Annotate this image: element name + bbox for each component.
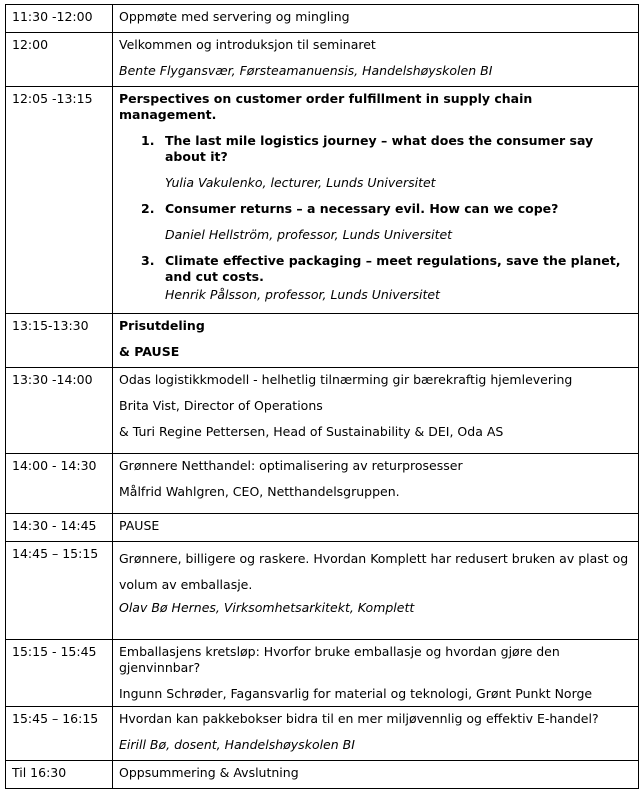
- table-row: [6, 314, 639, 368]
- item-title: Grønnere Netthandel: optimalisering av returprosesser: [119, 458, 463, 473]
- item-title: Odas logistikkmodell - helhetlig tilnærming gir bærekraftig hjemlevering: [119, 372, 573, 387]
- item-title: Velkommen og introduksjon til seminaret: [119, 37, 376, 52]
- item-title: Oppmøte med servering og mingling: [119, 9, 350, 24]
- talk-title: The last mile logistics journey – what does the consumer say about it?: [165, 133, 594, 164]
- table-row: [6, 33, 639, 87]
- talk-number: 3.: [141, 253, 155, 268]
- session-heading: Perspectives on customer order fulfillment in supply chain management.: [119, 91, 533, 122]
- time-cell: 12:05 -13:15: [6, 87, 113, 314]
- time-cell: 13:30 -14:00: [6, 368, 113, 454]
- content-cell: [113, 33, 639, 87]
- talk-title: Consumer returns – a necessary evil. How can we cope?: [165, 201, 559, 216]
- talk-number: 2.: [141, 201, 155, 216]
- content-cell: [113, 514, 639, 542]
- speaker: Bente Flygansvær, Førsteamanuensis, Handelshøyskolen BI: [119, 63, 493, 78]
- content-cell: [113, 5, 639, 33]
- speaker: Målfrid Wahlgren, CEO, Netthandelsgruppen.: [119, 484, 400, 499]
- time-cell: 14:30 - 14:45: [6, 514, 113, 542]
- speaker: Daniel Hellström, professor, Lunds Universitet: [165, 227, 453, 242]
- time-cell: 14:45 – 15:15: [6, 542, 113, 640]
- table-row: [6, 707, 639, 761]
- speaker: & Turi Regine Pettersen, Head of Sustainability & DEI, Oda AS: [119, 424, 504, 439]
- agenda-table: [5, 4, 639, 789]
- table-row: [6, 5, 639, 33]
- time-cell: 11:30 -12:00: [6, 5, 113, 33]
- item-title: Oppsummering & Avslutning: [119, 765, 299, 780]
- item-title: Hvordan kan pakkebokser bidra til en mer miljøvennlig og effektiv E-handel?: [119, 711, 599, 726]
- talk-number: 1.: [141, 133, 155, 148]
- talk-title: Climate effective packaging – meet regulations, save the planet, and cut costs.: [165, 253, 621, 284]
- item-subtitle: & PAUSE: [119, 344, 180, 359]
- item-title: Emballasjens kretsløp: Hvorfor bruke emballasje og hvordan gjøre den gjenvinnbar?: [119, 644, 560, 675]
- content-cell: [113, 368, 639, 454]
- talk-item: [119, 253, 632, 313]
- talk-item: [119, 201, 632, 253]
- content-cell: [113, 542, 639, 640]
- speaker: Ingunn Schrøder, Fagansvarlig for material og teknologi, Grønt Punkt Norge: [119, 686, 593, 701]
- content-cell: [113, 640, 639, 707]
- table-row: [6, 454, 639, 514]
- content-cell: [113, 761, 639, 789]
- time-cell: 15:15 - 15:45: [6, 640, 113, 707]
- item-title: PAUSE: [119, 518, 160, 533]
- item-title: Grønnere, billigere og raskere. Hvordan Komplett har redusert bruken av plast og volum av emballasje.: [119, 551, 629, 592]
- table-row: [6, 761, 639, 789]
- time-cell: 13:15-13:30: [6, 314, 113, 368]
- table-row: [6, 514, 639, 542]
- content-cell: [113, 314, 639, 368]
- speaker: Brita Vist, Director of Operations: [119, 398, 323, 413]
- time-cell: 15:45 – 16:15: [6, 707, 113, 761]
- speaker: Henrik Pålsson, professor, Lunds Universitet: [165, 287, 440, 302]
- speaker: Eirill Bø, dosent, Handelshøyskolen BI: [119, 737, 355, 752]
- time-cell: Til 16:30: [6, 761, 113, 789]
- content-cell: [113, 87, 639, 314]
- time-cell: 12:00: [6, 33, 113, 87]
- speaker: Olav Bø Hernes, Virksomhetsarkitekt, Komplett: [119, 600, 415, 615]
- content-cell: [113, 454, 639, 514]
- content-cell: [113, 707, 639, 761]
- talk-item: [119, 133, 632, 201]
- table-row: [6, 87, 639, 314]
- table-row: [6, 368, 639, 454]
- item-title: Prisutdeling: [119, 318, 205, 333]
- speaker: Yulia Vakulenko, lecturer, Lunds Universitet: [165, 175, 436, 190]
- table-row: [6, 640, 639, 707]
- time-cell: 14:00 - 14:30: [6, 454, 113, 514]
- table-row: [6, 542, 639, 640]
